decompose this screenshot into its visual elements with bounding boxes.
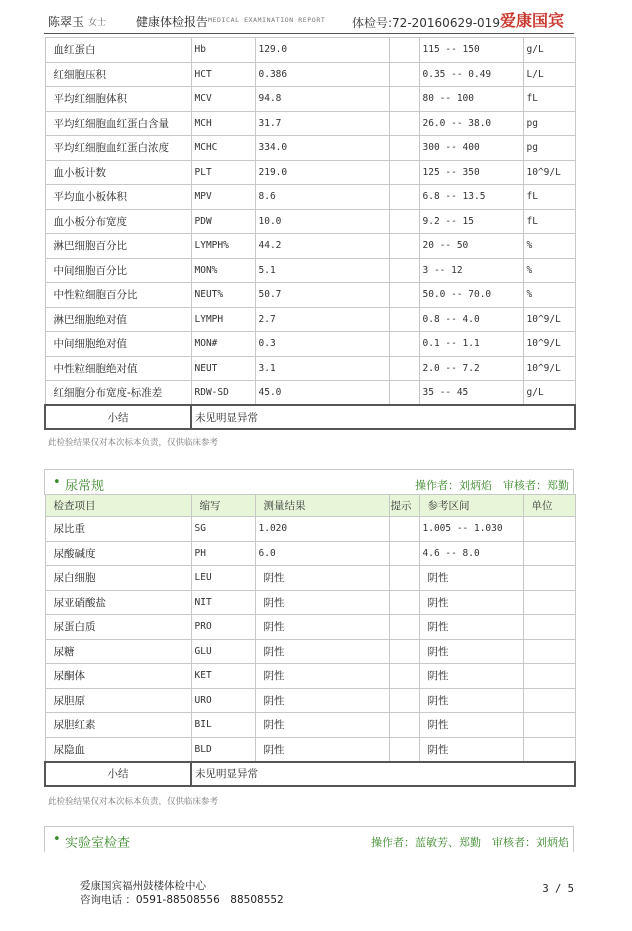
cell-hint [389,639,419,664]
summary-value: 未见明显异常 [191,762,575,786]
cell-item: 中间细胞百分比 [45,258,191,283]
cell-item: 中性粒细胞百分比 [45,283,191,308]
cell-item: 尿胆红素 [45,713,191,738]
cell-result: 44.2 [255,234,389,259]
cell-item: 尿糖 [45,639,191,664]
cell-hint [389,87,419,112]
cell-range: 0.8 -- 4.0 [419,307,523,332]
cell-abbr: KET [191,664,255,689]
cell-range: 1.005 -- 1.030 [419,517,523,542]
cell-result: 1.020 [255,517,389,542]
cell-unit: % [523,258,575,283]
cell-item: 尿比重 [45,517,191,542]
cell-result: 阴性 [255,615,389,640]
cell-abbr: URO [191,688,255,713]
cell-hint [389,590,419,615]
report-header [0,0,632,34]
cell-range: 阴性 [419,590,523,615]
cell-unit [523,517,575,542]
cell-range: 80 -- 100 [419,87,523,112]
table-row [45,664,575,689]
table-row [45,307,575,332]
cell-unit: 10^9/L [523,356,575,381]
cell-result: 阴性 [255,737,389,762]
cell-result: 0.3 [255,332,389,357]
summary-value: 未见明显异常 [191,405,575,429]
cell-hint [389,615,419,640]
cell-item: 淋巴细胞百分比 [45,234,191,259]
section-title: 实验室检查 [65,836,131,851]
cell-range: 4.6 -- 8.0 [419,541,523,566]
cell-result: 10.0 [255,209,389,234]
cell-abbr: LEU [191,566,255,591]
cell-item: 平均红细胞血红蛋白含量 [45,111,191,136]
section-operators: 操作者：刘炳焰 审核者：郑勤 [415,479,569,492]
cell-item: 尿酮体 [45,664,191,689]
col-header: 单位 [523,495,575,517]
cell-item: 尿亚硝酸盐 [45,590,191,615]
table-row [45,541,575,566]
table-row [45,381,575,406]
cell-hint [389,234,419,259]
brand-logo: 爱康国宾 [500,11,565,30]
cell-range: 300 -- 400 [419,136,523,161]
cell-range: 阴性 [419,566,523,591]
cell-hint [389,283,419,308]
report-title-en: MEDICAL EXAMINATION REPORT [208,16,326,24]
table-row [45,713,575,738]
cell-abbr: MCV [191,87,255,112]
cell-abbr: NEUT% [191,283,255,308]
cell-item: 尿酸碱度 [45,541,191,566]
table-row [45,38,575,63]
cell-item: 中性粒细胞绝对值 [45,356,191,381]
cell-range: 3 -- 12 [419,258,523,283]
blood-note: 此检验结果仅对本次标本负责，仅供临床参考 [48,438,219,448]
cell-abbr: PLT [191,160,255,185]
cell-result: 334.0 [255,136,389,161]
cell-result: 3.1 [255,356,389,381]
section-operators: 操作者：蓝敏芳、郑勤 审核者：刘炳焰 [371,836,569,849]
cell-hint [389,713,419,738]
patient-name: 陈翠玉 [48,15,85,29]
cell-abbr: BIL [191,713,255,738]
col-header: 提示 [389,495,419,517]
cell-result: 31.7 [255,111,389,136]
cell-result: 8.6 [255,185,389,210]
table-row [45,356,575,381]
cell-unit: g/L [523,38,575,63]
cell-range: 2.0 -- 7.2 [419,356,523,381]
cell-range: 26.0 -- 38.0 [419,111,523,136]
cell-hint [389,566,419,591]
patient-gender: 女士 [88,18,107,28]
table-row [45,332,575,357]
cell-unit [523,541,575,566]
cell-unit: % [523,283,575,308]
cell-item: 平均红细胞血红蛋白浓度 [45,136,191,161]
cell-abbr: RDW-SD [191,381,255,406]
cell-unit: L/L [523,62,575,87]
lab-section-header [44,826,574,852]
cell-hint [389,111,419,136]
cell-unit: pg [523,111,575,136]
cell-range: 阴性 [419,664,523,689]
table-row [45,517,575,542]
cell-unit: pg [523,136,575,161]
table-row [45,185,575,210]
cell-hint [389,356,419,381]
summary-label: 小结 [45,405,191,429]
cell-range: 20 -- 50 [419,234,523,259]
table-row [45,87,575,112]
cell-unit [523,590,575,615]
cell-range: 0.1 -- 1.1 [419,332,523,357]
cell-hint [389,38,419,63]
table-header-row [45,495,575,517]
cell-item: 淋巴细胞绝对值 [45,307,191,332]
cell-abbr: MPV [191,185,255,210]
cell-range: 阴性 [419,615,523,640]
cell-abbr: NEUT [191,356,255,381]
cell-hint [389,258,419,283]
cell-unit [523,566,575,591]
cell-abbr: MCHC [191,136,255,161]
page-number: 3 / 5 [542,883,574,895]
table-row [45,209,575,234]
report-title: 健康体检报告 [136,15,209,29]
cell-abbr: LYMPH% [191,234,255,259]
cell-unit [523,737,575,762]
summary-label: 小结 [45,762,191,786]
cell-range: 阴性 [419,688,523,713]
cell-hint [389,62,419,87]
col-header: 检查项目 [45,495,191,517]
cell-result: 219.0 [255,160,389,185]
cell-abbr: PDW [191,209,255,234]
table-row [45,283,575,308]
cell-unit [523,713,575,738]
blood-routine-table [44,37,576,430]
cell-result: 阴性 [255,688,389,713]
cell-item: 尿隐血 [45,737,191,762]
table-row [45,136,575,161]
cell-abbr: GLU [191,639,255,664]
cell-item: 血红蛋白 [45,38,191,63]
cell-range: 阴性 [419,737,523,762]
cell-range: 9.2 -- 15 [419,209,523,234]
cell-range: 125 -- 350 [419,160,523,185]
cell-result: 5.1 [255,258,389,283]
cell-hint [389,541,419,566]
cell-range: 阴性 [419,639,523,664]
cell-item: 中间细胞绝对值 [45,332,191,357]
cell-item: 红细胞分布宽度-标准差 [45,381,191,406]
cell-item: 红细胞压积 [45,62,191,87]
cell-abbr: PRO [191,615,255,640]
urine-section-header [44,469,574,495]
table-row [45,566,575,591]
cell-range: 6.8 -- 13.5 [419,185,523,210]
col-header: 缩写 [191,495,255,517]
cell-unit [523,615,575,640]
cell-result: 阴性 [255,639,389,664]
footer-center-name: 爱康国宾福州鼓楼体检中心 [80,880,206,892]
cell-unit: fL [523,185,575,210]
table-row [45,737,575,762]
cell-item: 尿蛋白质 [45,615,191,640]
cell-unit: 10^9/L [523,332,575,357]
cell-unit [523,688,575,713]
cell-hint [389,688,419,713]
cell-abbr: MCH [191,111,255,136]
cell-abbr: Hb [191,38,255,63]
table-row [45,590,575,615]
cell-abbr: HCT [191,62,255,87]
table-row [45,62,575,87]
cell-item: 血小板计数 [45,160,191,185]
table-row [45,258,575,283]
cell-unit: g/L [523,381,575,406]
cell-unit [523,664,575,689]
table-row [45,688,575,713]
table-row [45,234,575,259]
footer-phone: 咨询电话 ：0591-88508556 88508552 [80,894,284,906]
cell-unit: % [523,234,575,259]
urine-note: 此检验结果仅对本次标本负责，仅供临床参考 [48,797,219,807]
cell-hint [389,332,419,357]
cell-range: 35 -- 45 [419,381,523,406]
cell-range: 115 -- 150 [419,38,523,63]
cell-result: 129.0 [255,38,389,63]
cell-abbr: BLD [191,737,255,762]
cell-hint [389,737,419,762]
cell-abbr: MON# [191,332,255,357]
cell-item: 血小板分布宽度 [45,209,191,234]
cell-hint [389,136,419,161]
col-header: 测量结果 [255,495,389,517]
cell-unit: 10^9/L [523,160,575,185]
cell-result: 0.386 [255,62,389,87]
cell-hint [389,160,419,185]
cell-result: 阴性 [255,590,389,615]
header-divider [44,33,574,34]
cell-unit: fL [523,209,575,234]
bullet-icon: • [53,832,61,847]
table-row [45,160,575,185]
urine-routine-table [44,494,576,787]
cell-result: 阴性 [255,566,389,591]
cell-result: 阴性 [255,664,389,689]
cell-result: 6.0 [255,541,389,566]
cell-item: 平均血小板体积 [45,185,191,210]
urine-summary-row [45,762,575,786]
bullet-icon: • [53,475,61,490]
cell-range: 阴性 [419,713,523,738]
cell-result: 94.8 [255,87,389,112]
cell-abbr: PH [191,541,255,566]
cell-hint [389,664,419,689]
exam-number: 体检号:72-20160629-019 [352,16,500,30]
cell-unit: 10^9/L [523,307,575,332]
cell-item: 尿胆原 [45,688,191,713]
cell-hint [389,307,419,332]
cell-result: 45.0 [255,381,389,406]
table-row [45,111,575,136]
cell-unit: fL [523,87,575,112]
table-row [45,615,575,640]
section-title: 尿常规 [65,479,105,494]
cell-result: 2.7 [255,307,389,332]
cell-hint [389,517,419,542]
blood-summary-row [45,405,575,429]
cell-result: 50.7 [255,283,389,308]
cell-abbr: LYMPH [191,307,255,332]
table-row [45,639,575,664]
col-header: 参考区间 [419,495,523,517]
cell-range: 0.35 -- 0.49 [419,62,523,87]
cell-abbr: NIT [191,590,255,615]
cell-abbr: MON% [191,258,255,283]
cell-unit [523,639,575,664]
cell-hint [389,209,419,234]
cell-range: 50.0 -- 70.0 [419,283,523,308]
cell-result: 阴性 [255,713,389,738]
cell-hint [389,381,419,406]
cell-item: 平均红细胞体积 [45,87,191,112]
cell-abbr: SG [191,517,255,542]
cell-item: 尿白细胞 [45,566,191,591]
cell-hint [389,185,419,210]
